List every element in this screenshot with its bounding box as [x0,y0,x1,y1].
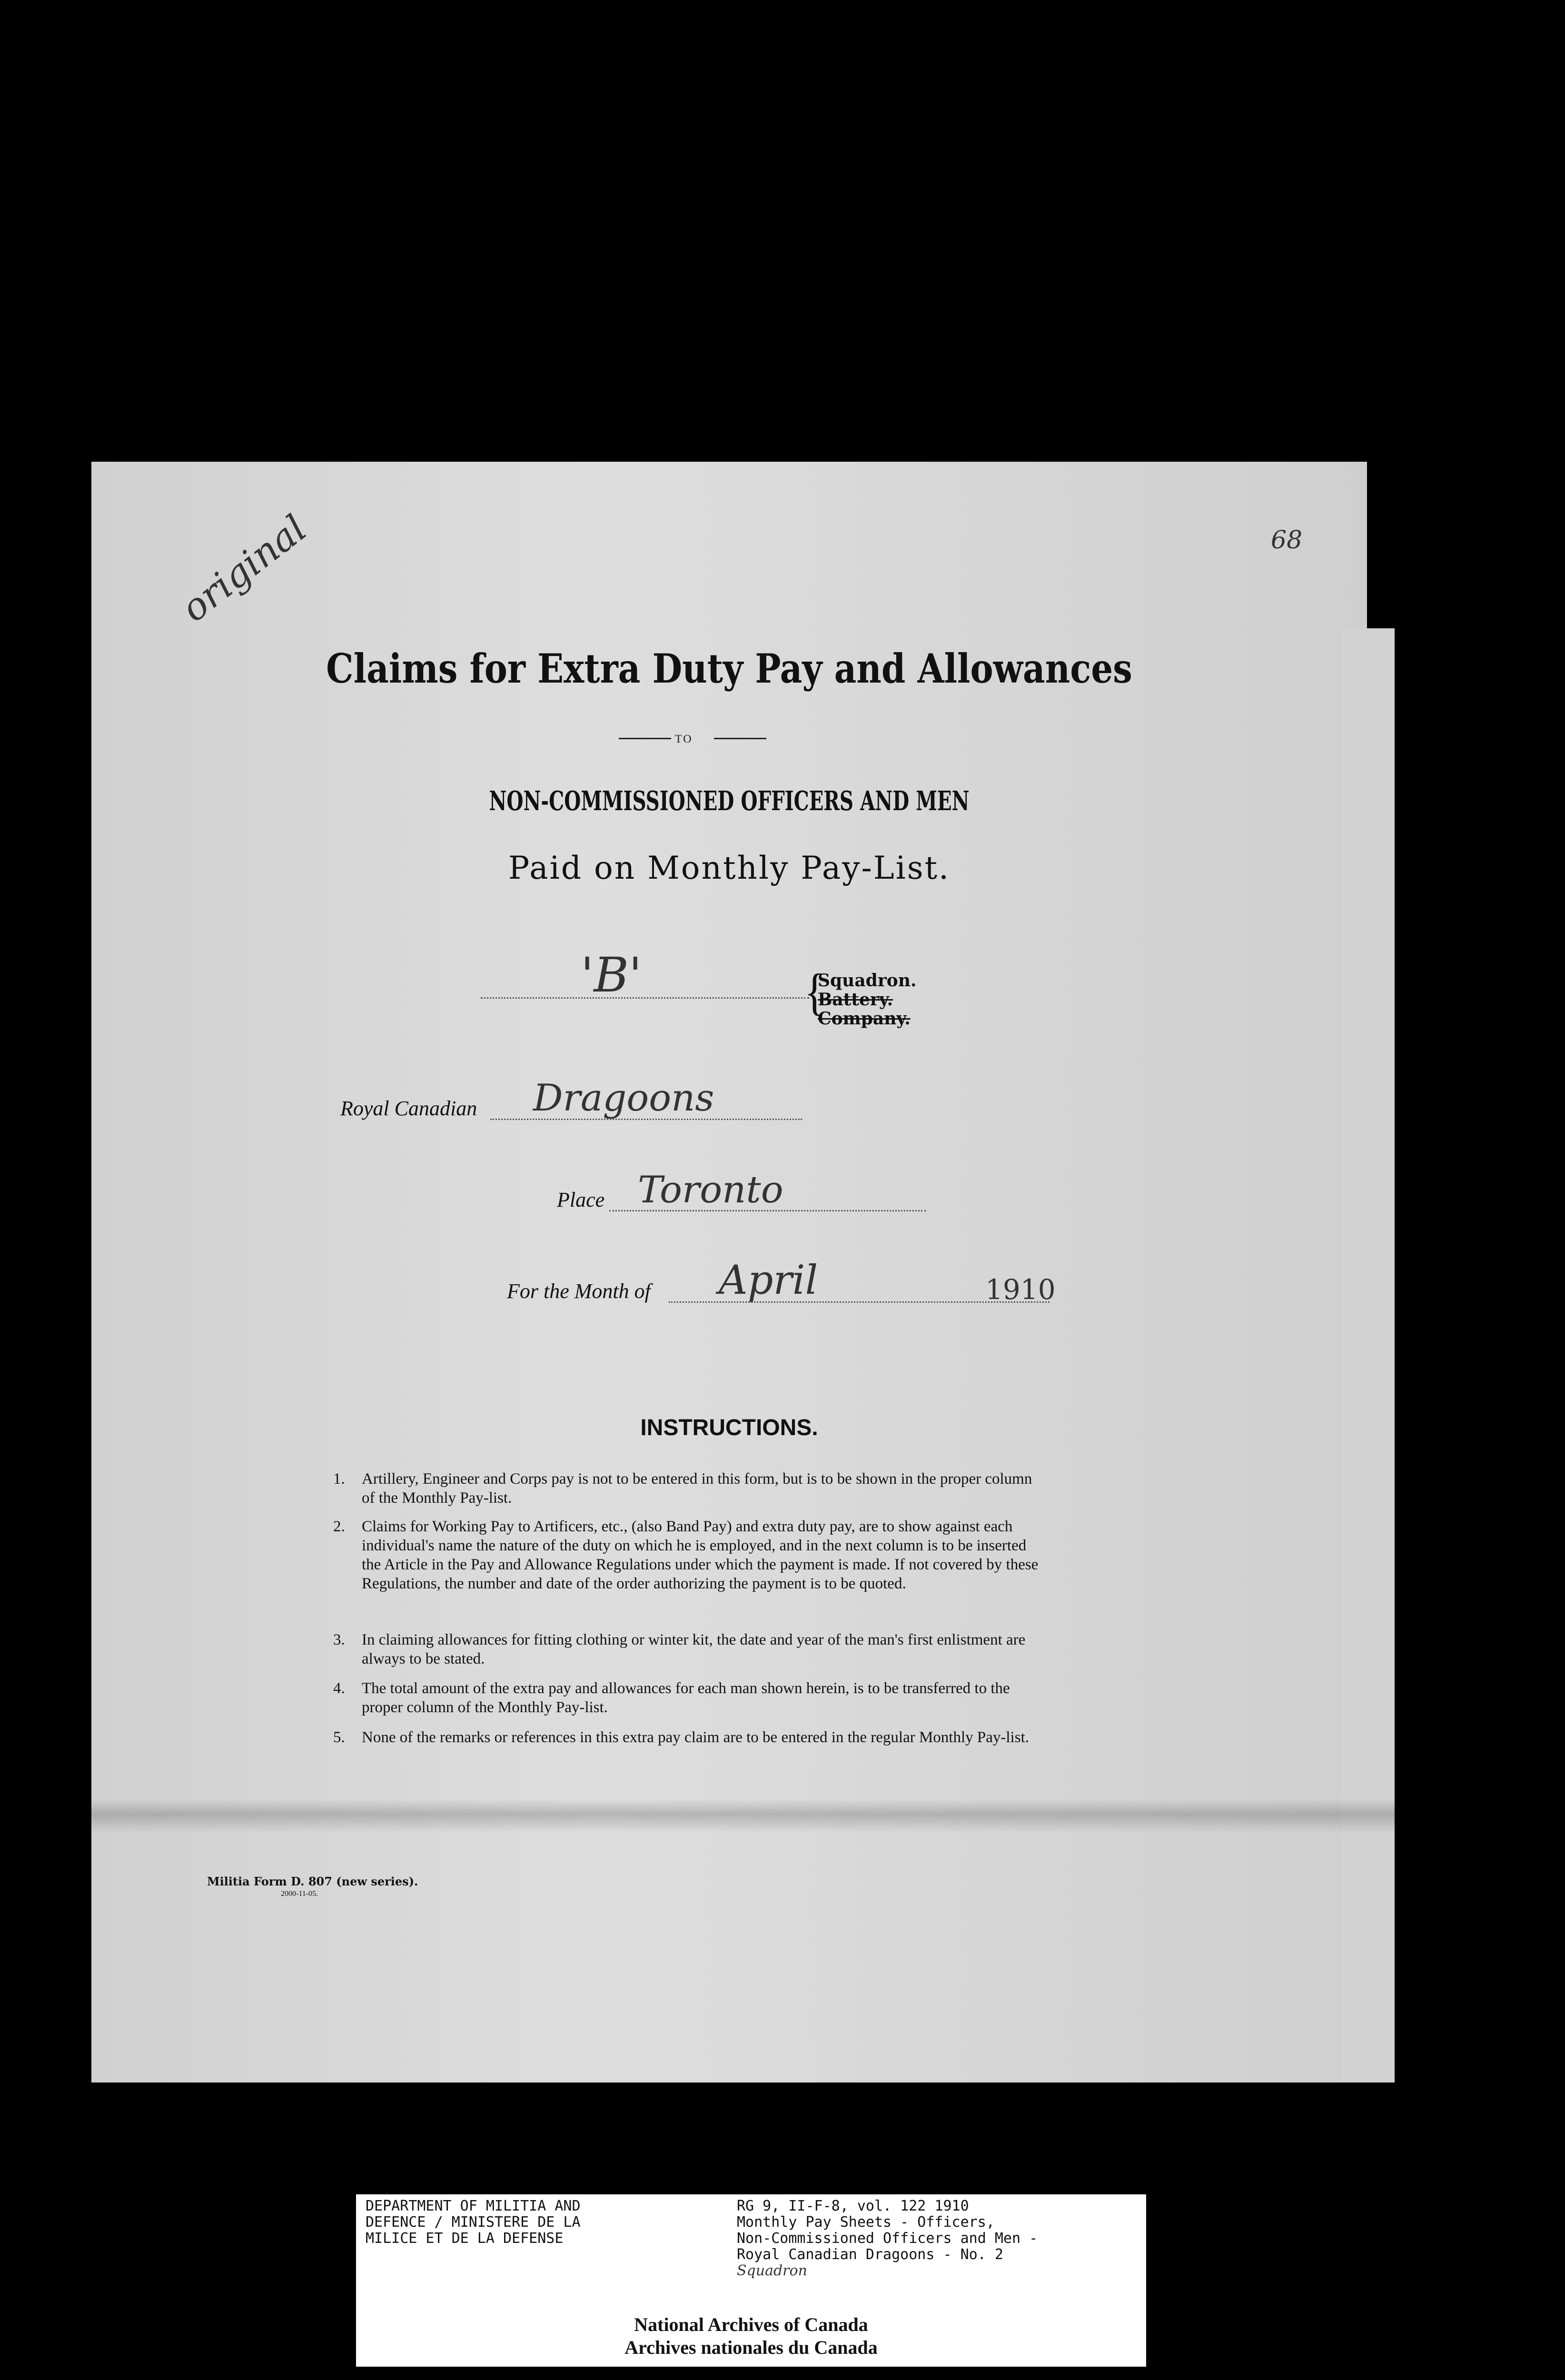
form-code: Militia Form D. 807 (new series). [207,1874,418,1888]
regiment-field-value: Dragoons [533,1077,714,1120]
year-field-value: 1910 [985,1273,1056,1306]
original-annotation: original [173,507,315,631]
unit-brace: { [804,964,825,1021]
unit-option-company: Company. [818,1009,911,1029]
connector-to [619,733,771,743]
instruction-item: 1. Artillery, Engineer and Corps pay is not to be entered in this form, but is to be shown in the proper column of the Monthly Pay-list. [333,1470,1032,1507]
archive-reference-label [356,2194,1146,2318]
place-field-value: Toronto [638,1169,783,1211]
unit-field-value: 'B' [581,947,642,1003]
page-number-annotation: 68 [1271,526,1303,555]
paid-line: Paid on Monthly Pay-List. [508,850,951,886]
instructions-title: INSTRUCTIONS. [640,1415,818,1440]
form-subtitle: NON-COMMISSIONED OFFICERS AND MEN [489,785,970,817]
unit-options [818,971,917,1028]
form-title: Claims for Extra Duty Pay and Allowances [326,645,1132,692]
unit-field-line [481,997,809,999]
unit-option-battery: Battery. [818,990,893,1010]
connector-text: TO [675,733,693,745]
instruction-item: 3. In claiming allowances for fitting clothing or winter kit, the date and year of the man's first enlistment are always to be stated. [333,1631,1026,1667]
unit-option-squadron: Squadron. [818,971,917,991]
record-reference-text: RG 9, II-F-8, vol. 122 1910 Monthly Pay Sheets - Officers, Non-Commissioned Officers and Men - Royal Canadian Dragoons - No. 2 Squadron [737,2198,1038,2279]
instruction-item: 2. Claims for Working Pay to Artificers, etc., (also Band Pay) and extra duty pay, are to show against each individual's name the nature of the duty on which he is employed, and in the next column is to be inserted the Article in the Pay and Allowance Regulations under which the payment is made. If not covered by these Regulations, the number and date of the order authorizing the payment is to be quoted. [333,1518,1039,1592]
month-label: For the Month of [507,1279,651,1303]
instruction-item: 4. The total amount of the extra pay and allowances for each man shown herein, is to be transferred to the proper column of the Monthly Pay-list. [333,1680,1010,1716]
institution-label: National Archives of Canada Archives nationales du Canada [356,2313,1146,2367]
sheet-edge [1342,628,1395,2082]
form-date: 2000-11-05. [281,1890,318,1898]
month-field-value: April [719,1257,818,1303]
place-label: Place [557,1188,605,1211]
instruction-item: 5. None of the remarks or references in this extra pay claim are to be entered in the regular Monthly Pay-list. [333,1729,1029,1746]
paper-fold [91,1799,1395,1833]
regiment-label: Royal Canadian [340,1097,477,1120]
department-text: DEPARTMENT OF MILITIA AND DEFENCE / MINISTERE DE LA MILICE ET DE LA DEFENSE [366,2198,581,2247]
